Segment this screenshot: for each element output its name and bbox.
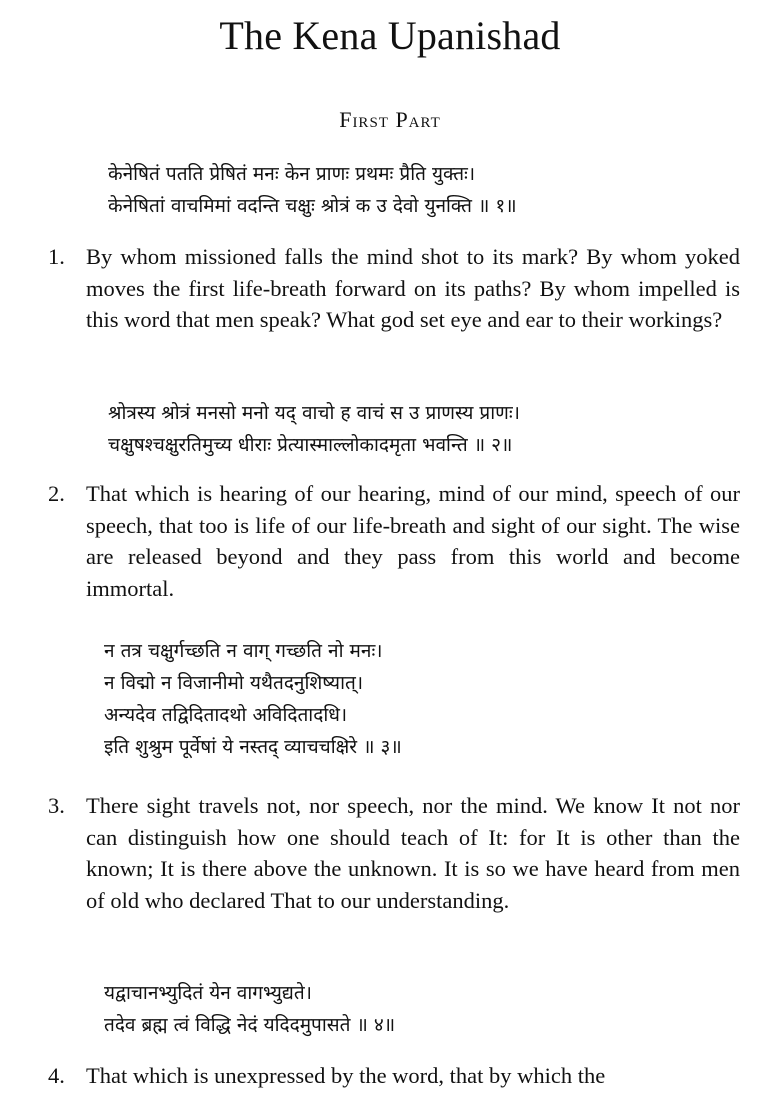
sanskrit-line: अन्यदेव तद्विदितादथो अविदितादधि।	[104, 704, 348, 726]
sanskrit-line: न विद्मो न विजानीमो यथैतदनुशिष्यात्।	[104, 672, 364, 694]
verse-4	[48, 1060, 740, 1092]
verse-text: That which is hearing of our hearing, mind of our mind, speech of our speech, that too is life of our life-breath and sight of our sight. The wise are released beyond and they pass from this world and become immortal.	[86, 481, 740, 601]
part-heading: First Part	[339, 107, 441, 132]
sanskrit-line: केनेषितं पतति प्रेषितं मनः केन प्राणः प्रथमः प्रैति युक्तः।	[108, 163, 476, 185]
sanskrit-verse-3	[104, 635, 402, 763]
sanskrit-line: यद्वाचानभ्युदितं येन वागभ्युद्यते।	[104, 982, 312, 1004]
verse-number: 4.	[48, 1063, 65, 1088]
sanskrit-line: केनेषितां वाचमिमां वदन्ति चक्षुः श्रोत्रं क उ देवो युनक्ति ॥ १॥	[108, 195, 517, 217]
verse-text: That which is unexpressed by the word, that by which the	[86, 1063, 606, 1088]
verse-3	[48, 790, 740, 916]
sanskrit-verse-1	[108, 158, 517, 222]
sanskrit-verse-2	[108, 397, 520, 461]
verse-number: 1.	[48, 244, 65, 269]
verse-text: There sight travels not, nor speech, nor the mind. We know It not nor can distinguish how one should teach of It: for It is other than the known; It is there above the unknown. It is so we have heard from men of old who declared That to our understanding.	[86, 793, 740, 913]
sanskrit-verse-4	[104, 977, 395, 1041]
page-title: The Kena Upanishad	[219, 13, 561, 58]
sanskrit-line: तदेव ब्रह्म त्वं विद्धि नेदं यदिदमुपासते ॥ ४॥	[104, 1014, 396, 1036]
sanskrit-line: न तत्र चक्षुर्गच्छति न वाग् गच्छति नो मनः।	[104, 640, 383, 662]
verse-2	[48, 478, 740, 604]
sanskrit-line: चक्षुषश्चक्षुरतिमुच्य धीराः प्रेत्यास्माल्लोकादमृता भवन्ति ॥ २॥	[108, 434, 513, 456]
sanskrit-line: श्रोत्रस्य श्रोत्रं मनसो मनो यद् वाचो ह वाचं स उ प्राणस्य प्राणः।	[108, 402, 520, 424]
verse-number: 2.	[48, 481, 65, 506]
verse-number: 3.	[48, 793, 65, 818]
sanskrit-line: इति शुश्रुम पूर्वेषां ये नस्तद् व्याचचक्षिरे ॥ ३॥	[104, 736, 402, 758]
verse-text: By whom missioned falls the mind shot to its mark? By whom yoked moves the first life-breath forward on its paths? By whom impelled is this word that men speak? What god set eye and ear to their workings?	[86, 244, 740, 332]
verse-1	[48, 241, 740, 336]
